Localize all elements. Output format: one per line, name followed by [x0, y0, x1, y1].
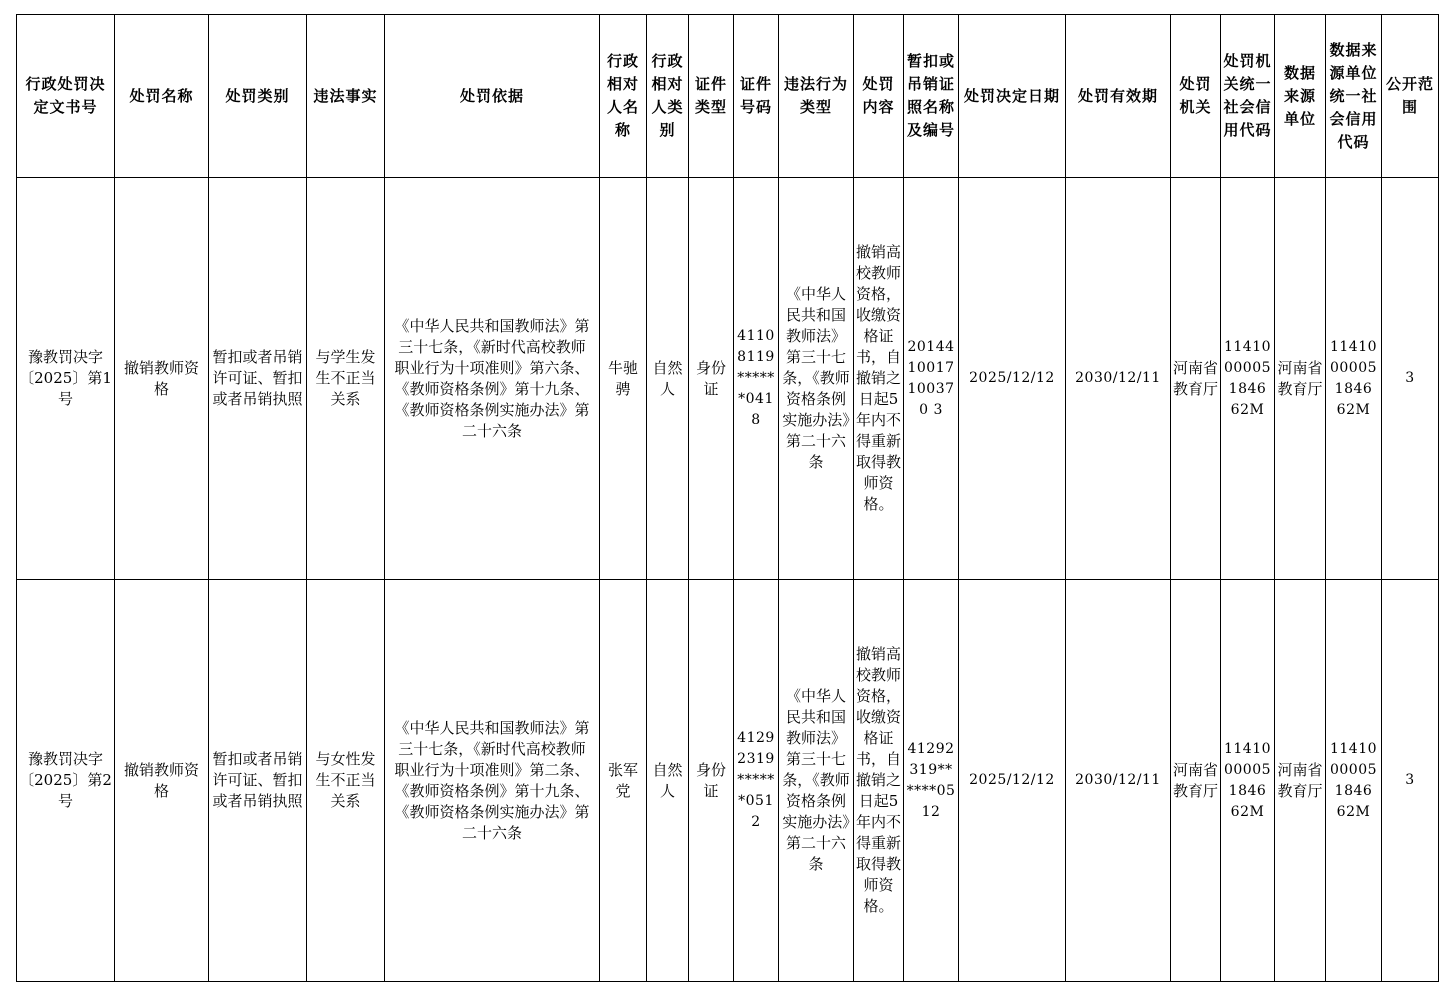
header-cert-no: 暂扣或吊销证照名称及编号 [904, 15, 959, 178]
header-scope: 公开范围 [1382, 15, 1439, 178]
table-row [17, 580, 1439, 982]
table-header-row [17, 15, 1439, 178]
cell-penalty-category: 暂扣或者吊销许可证、暂扣或者吊销执照 [209, 178, 307, 580]
cell-violation-type: 《中华人民共和国教师法》第三十七条，《教师资格条例实施办法》第二十六条 [779, 580, 854, 982]
cell-party-name: 牛驰骋 [600, 178, 647, 580]
cell-id-no: 41108119******0418 [734, 178, 779, 580]
header-source-code: 数据来源单位统一社会信用代码 [1326, 15, 1382, 178]
cell-party-name: 张军党 [600, 580, 647, 982]
header-id-no: 证件号码 [734, 15, 779, 178]
cell-party-type: 自然人 [647, 580, 689, 982]
cell-content: 撤销高校教师资格，收缴资格证书，自撤销之日起5年内不得重新取得教师资格。 [854, 580, 904, 982]
cell-basis: 《中华人民共和国教师法》第三十七条，《新时代高校教师职业行为十项准则》第二条、《教师资格条例》第十九条、《教师资格条例实施办法》第二十六条 [385, 580, 600, 982]
cell-penalty-name: 撤销教师资格 [115, 178, 209, 580]
cell-cert-no: 41292319******0512 [904, 580, 959, 982]
cell-valid-until: 2030/12/11 [1066, 178, 1171, 580]
cell-scope: 3 [1382, 178, 1439, 580]
cell-authority-code: 11410000051846 62M [1221, 178, 1275, 580]
cell-source-code: 11410000051846 62M [1326, 580, 1382, 982]
cell-penalty-category: 暂扣或者吊销许可证、暂扣或者吊销执照 [209, 580, 307, 982]
header-facts: 违法事实 [307, 15, 385, 178]
cell-source: 河南省教育厅 [1275, 580, 1326, 982]
cell-doc-no: 豫教罚决字〔2025〕第1号 [17, 178, 115, 580]
cell-source-code: 11410000051846 62M [1326, 178, 1382, 580]
cell-valid-until: 2030/12/11 [1066, 580, 1171, 982]
cell-cert-no: 2014410017100370 3 [904, 178, 959, 580]
cell-facts: 与女性发生不正当关系 [307, 580, 385, 982]
header-basis: 处罚依据 [385, 15, 600, 178]
cell-decision-date: 2025/12/12 [959, 580, 1066, 982]
cell-id-type: 身份证 [689, 580, 734, 982]
cell-id-type: 身份证 [689, 178, 734, 580]
penalty-table [16, 14, 1439, 982]
cell-content: 撤销高校教师资格，收缴资格证书，自撤销之日起5年内不得重新取得教师资格。 [854, 178, 904, 580]
cell-authority: 河南省教育厅 [1171, 178, 1221, 580]
cell-penalty-name: 撤销教师资格 [115, 580, 209, 982]
table-row [17, 178, 1439, 580]
cell-decision-date: 2025/12/12 [959, 178, 1066, 580]
cell-doc-no: 豫教罚决字〔2025〕第2号 [17, 580, 115, 982]
header-doc-no: 行政处罚决定文书号 [17, 15, 115, 178]
header-authority: 处罚机关 [1171, 15, 1221, 178]
header-decision-date: 处罚决定日期 [959, 15, 1066, 178]
cell-party-type: 自然人 [647, 178, 689, 580]
cell-authority: 河南省教育厅 [1171, 580, 1221, 982]
cell-basis: 《中华人民共和国教师法》第三十七条，《新时代高校教师职业行为十项准则》第六条、《教师资格条例》第十九条、《教师资格条例实施办法》第二十六条 [385, 178, 600, 580]
header-content: 处罚内容 [854, 15, 904, 178]
cell-facts: 与学生发生不正当关系 [307, 178, 385, 580]
header-penalty-name: 处罚名称 [115, 15, 209, 178]
cell-scope: 3 [1382, 580, 1439, 982]
header-source: 数据来源单位 [1275, 15, 1326, 178]
header-id-type: 证件类型 [689, 15, 734, 178]
header-valid-until: 处罚有效期 [1066, 15, 1171, 178]
cell-source: 河南省教育厅 [1275, 178, 1326, 580]
header-party-name: 行政相对人名称 [600, 15, 647, 178]
cell-authority-code: 11410000051846 62M [1221, 580, 1275, 982]
header-authority-code: 处罚机关统一社会信用代码 [1221, 15, 1275, 178]
header-party-type: 行政相对人类别 [647, 15, 689, 178]
cell-id-no: 41292319******0512 [734, 580, 779, 982]
header-violation-type: 违法行为类型 [779, 15, 854, 178]
cell-violation-type: 《中华人民共和国教师法》第三十七条，《教师资格条例实施办法》第二十六条 [779, 178, 854, 580]
header-penalty-category: 处罚类别 [209, 15, 307, 178]
